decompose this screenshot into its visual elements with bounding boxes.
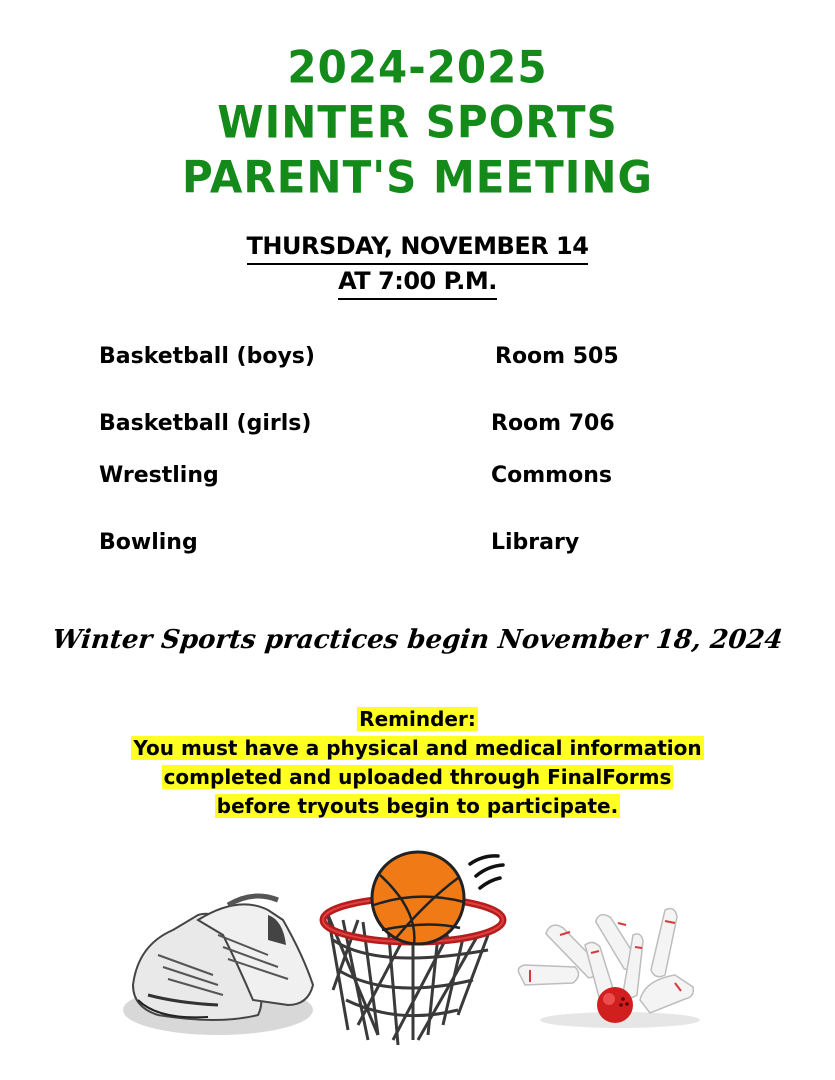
sport-location: Room 505 [495, 344, 619, 369]
meeting-date: THURSDAY, NOVEMBER 14 [247, 230, 589, 265]
reminder-text-line: You must have a physical and medical information [133, 736, 702, 760]
basketball-hoop-icon [318, 850, 528, 1050]
sport-location: Commons [491, 463, 612, 488]
meeting-datetime [0, 230, 835, 300]
practice-start-note: Winter Sports practices begin November 18, 2024 [50, 625, 785, 655]
title-parents-meeting: PARENT'S MEETING [181, 151, 654, 204]
sport-name: Basketball (boys) [99, 344, 315, 369]
sport-location: Room 706 [491, 411, 615, 436]
title-years: 2024-2025 [287, 41, 548, 94]
sport-name: Bowling [99, 530, 198, 555]
reminder-text-line: before tryouts begin to participate. [216, 794, 619, 818]
sport-name: Wrestling [99, 463, 219, 488]
sneakers-sketch-icon [118, 875, 318, 1040]
meeting-time: AT 7:00 P.M. [338, 265, 497, 300]
sport-name: Basketball (girls) [99, 411, 312, 436]
reminder-heading: Reminder: [359, 707, 476, 731]
flyer-title [0, 40, 835, 205]
reminder-block [0, 705, 835, 821]
bowling-strike-icon [515, 905, 700, 1040]
title-winter-sports: WINTER SPORTS [217, 96, 618, 149]
reminder-text-line: completed and uploaded through FinalForms [163, 765, 672, 789]
sport-location: Library [491, 530, 580, 555]
sports-illustrations [0, 850, 835, 1050]
